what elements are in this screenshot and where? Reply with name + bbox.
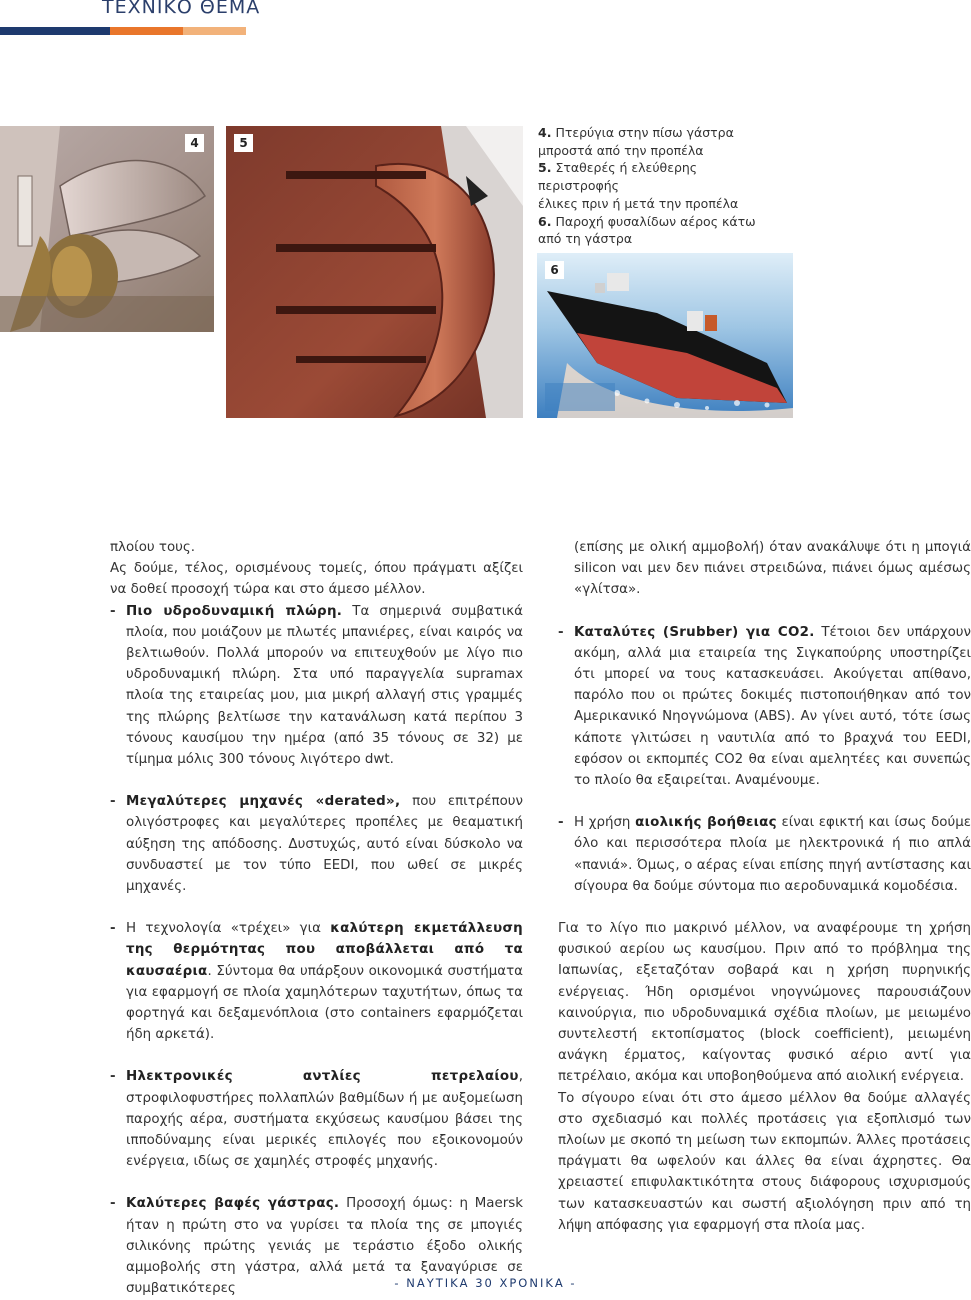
- left-column: [110, 537, 523, 1300]
- list-item-heading: αιολικής βοήθειας: [635, 815, 777, 831]
- photo-5-duct-propeller: [226, 126, 523, 418]
- header-bar-light-orange: [183, 27, 246, 35]
- list-item-derated-engines: - Μεγαλύτερες μηχανές «derated», που επιτρέπουν ολιγόστροφες και μεγαλύτερες προπέλες με θεαματική αύξηση της απόδοσης. Δυστυχώς, αυτό είναι δύσκολο να συνδυαστεί με τον τύπο EEDI, που ωθεί σε μικρές μηχανές.: [110, 791, 523, 897]
- list-dash: -: [558, 624, 564, 640]
- paragraph: Το σίγουρο είναι ότι στο άμεσο μέλλον θα δούμε αλλαγές στο σχεδιασμό και πολλές προτάσεις για εξοπλισμό των πλοίων με σκοπό τη μείωση των εκπομπών. Άλλες προτάσεις πράγματι θα ωφελούν και άλλες θα είναι άχρηστες. Θα χρειαστεί επιφυλακτικότητα στους διάφορους ισχυρισμούς των κατασκευαστών και σωστή αξιολόγηση πριν από τη λήψη απόφασης για εφαρμογή στα πλοία μας.: [558, 1090, 971, 1233]
- list-item-electronic-pumps: - Ηλεκτρονικές αντλίες πετρελαίου, στροφιλοφυστήρες πολλαπλών βαθμίδων ή με αυξομείωση παροχής αέρα, συστήματα εκχύσεως καυσίμου βάσει της ιπποδύναμης είναι μερικές επιλογές που εξοικονομούν ενέργεια, ιδίως σε χαμηλές στροφές μηχανής.: [110, 1066, 523, 1172]
- header-bar-navy: [0, 27, 110, 35]
- list-item-hydrodynamic-bow: - Πιο υδροδυναμική πλώρη. Τα σημερινά συμβατικά πλοία, που μοιάζουν με πλωτές μπανιέρες, είναι καιρός να βελτιωθούν. Πολλά μπορούν να επιτευχθούν με λίγο πιο υδροδυναμική πλώρη. Στα υπό παραγγελία supramax πλοία της εταιρείας μου, μια μικρή αλλαγή στις γραμμές της πλώρης βελτίωσε την κατανάλωση κατά περίπου 3 τόνους καυσίμου την ημέρα (από 35 τόνους σε 32) με τίμημα μόλις 300 τόνους λιγότερο dwt.: [110, 601, 523, 771]
- paragraph: Ας δούμε, τέλος, ορισμένους τομείς, όπου πράγματι αξίζει να δοθεί προσοχή τώρα και στο άμεσο μέλλον.: [110, 561, 523, 598]
- figure-badge-5: 5: [234, 134, 253, 152]
- section-title: ΤΕΧΝΙΚΟ ΘΕΜΑ: [102, 0, 261, 18]
- figure-badge-4: 4: [185, 134, 204, 152]
- list-dash: -: [110, 1196, 116, 1212]
- caption-line: 6. Παροχή φυσαλίδων αέρος κάτω: [538, 213, 756, 229]
- list-item-co2-scrubbers: - Καταλύτες (Srubber) για CO2. Τέτοιοι δεν υπάρχουν ακόμη, αλλά μια εταιρεία της Σιγκαπούρης υποστηρίζει ότι μπορεί να τους κατασκευάσει. Ακούγεται απίθανο, παρόλο που οι πρώτες δοκιμές πιστοποιήθηκαν από τον Αμερικανικό Νηογνώμονα (ABS). Αν γίνει αυτό, τότε ίσως κάποτε γλιτώσει η ναυτιλία από το βραχνά του EEDI, εφόσον οι εκπομπές CO2 θα είναι αμελητέες και συνεπώς το πλοίο θα εξαιρείται. Αναμένουμε.: [558, 622, 971, 792]
- photo-4-image: [0, 126, 214, 332]
- photo-4-stern-fins: [0, 126, 214, 332]
- paragraph: πλοίου τους.: [110, 540, 196, 555]
- list-item-heading: Μεγαλύτερες μηχανές «derated»,: [126, 794, 401, 810]
- list-dash: -: [110, 921, 116, 937]
- list-item-heading: Καλύτερες βαφές γάστρας.: [126, 1196, 340, 1212]
- right-column: [558, 537, 971, 1236]
- caption-line: 4. Πτερύγια στην πίσω γάστρα: [538, 125, 734, 140]
- list-item-waste-heat: - Η τεχνολογία «τρέχει» για καλύτερη εκμετάλλευση της θερμότητας που αποβάλλεται από τα καυσαέρια. Σύντομα θα υπάρξουν οικονομικά συστήματα για εφαρμογή σε πλοία χαμηλότερων ταχυτήτων, όπως τα φορτηγά και δεξαμενόπλοια (στο containers εφαρμόζεται ήδη αρκετά).: [110, 918, 523, 1045]
- caption-line: έλικες πριν ή μετά την προπέλα: [538, 195, 739, 211]
- list-item-heading: Ηλεκτρονικές αντλίες πετρελαίου: [126, 1069, 519, 1085]
- figure-caption: [538, 124, 778, 248]
- caption-line: μπροστά από την προπέλα: [538, 142, 704, 158]
- figure-badge-6: 6: [545, 261, 564, 279]
- list-item-hull-paints: - Καλύτερες βαφές γάστρας. Προσοχή όμως: η Maersk ήταν η πρώτη στο να γυρίσει τα πλοία της σε μπογιές σιλικόνης πρώτης γενιάς με τεράστιο έξοδο ολικής αμμοβολής στη γάστρα, αλλά μετά τα ξαναγύρισε σε συμβατικότερες: [110, 1193, 523, 1299]
- page-footer: - ΝΑΥΤΙΚΑ 30 ΧΡΟΝΙΚΑ -: [394, 1276, 577, 1290]
- list-item-heading: Πιο υδροδυναμική πλώρη.: [126, 603, 343, 619]
- list-item-heading: καλύτερη εκμετάλλευση της θερμότητας που αποβάλλεται από τα καυσαέρια: [126, 921, 523, 979]
- photo-5-image: [226, 126, 523, 418]
- list-dash: -: [110, 1069, 116, 1085]
- list-item-heading: Καταλύτες (Srubber) για CO2.: [574, 624, 815, 640]
- list-dash: -: [558, 815, 564, 831]
- caption-line: από τη γάστρα: [538, 231, 633, 247]
- list-dash: -: [110, 603, 116, 619]
- list-dash: -: [110, 794, 116, 810]
- photo-6-image: [537, 253, 793, 418]
- caption-line: 5. Σταθερές ή ελεύθερης περιστροφής: [538, 160, 698, 194]
- photo-6-air-bubbles-ship: [537, 253, 793, 418]
- header-bar-orange: [110, 27, 183, 35]
- list-item-continuation: (επίσης με ολική αμμοβολή) όταν ανακάλυψε ότι η μπογιά silicon ναι μεν δεν πιάνει στρειδώνα, πιάνει όμως αμέσως «γλίτσα».: [574, 540, 971, 598]
- list-item-wind-assist: - Η χρήση αιολικής βοήθειας είναι εφικτή και ίσως δούμε όλο και περισσότερα πλοία με ηλεκτρονικά ή πιο απλά «πανιά». Όμως, ο αέρας είναι επίσης πηγή αντίστασης και σίγουρα θα δούμε σύντομα πιο αεροδυναμικά κομοδέσια.: [558, 812, 971, 897]
- paragraph: Για το λίγο πιο μακρινό μέλλον, να αναφέρουμε τη χρήση φυσικού αερίου ως καυσίμου. Πριν από το πρόβλημα της Ιαπωνίας, εξεταζόταν σοβαρά και η χρήση πυρηνικής ενέργειας. Ήδη ορισμένοι νηογνώμονες παρουσιάζουν καινούργια, πιο υδροδυναμικά σχέδια πλοίων, με μειωμένο συντελεστή εκτοπίσματος (block coefficient), μειωμένη ανάγκη έρματος, καίγοντας φυσικό αέριο αντί για πετρέλαιο, ακόμα και υποβοηθούμενα από αιολική ενέργεια.: [558, 921, 971, 1085]
